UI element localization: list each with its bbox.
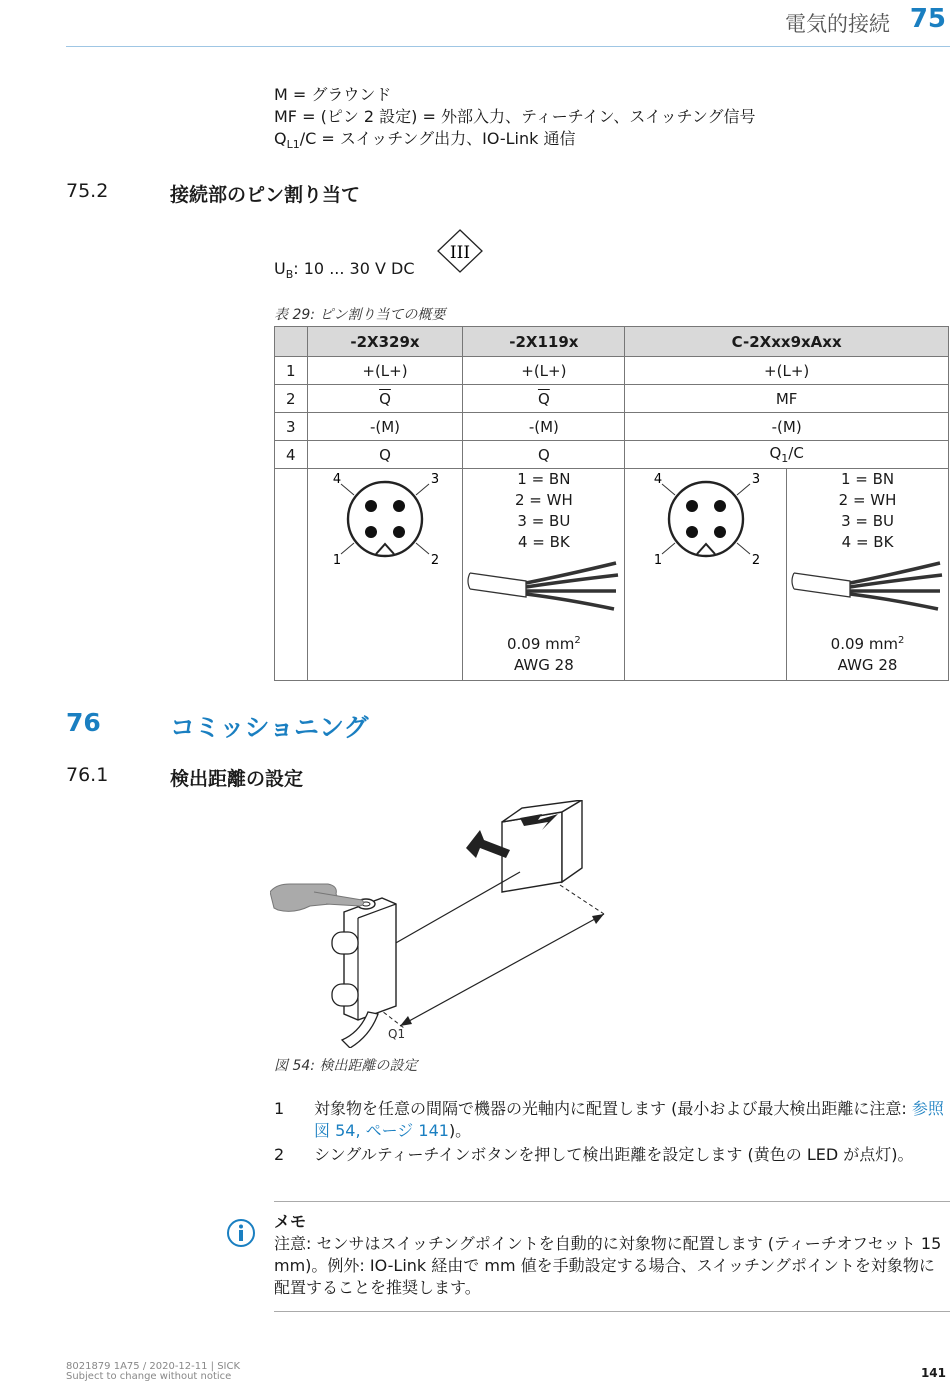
- wire-colors: 1 = BN 2 = WH 3 = BU 4 = BK: [838, 470, 897, 551]
- target-object: [502, 800, 582, 892]
- cable-spec: 0.09 $mm^2$ AWG 28: [830, 635, 905, 674]
- sensor-device: [332, 898, 396, 1048]
- page-number: 141: [920, 1366, 946, 1380]
- table-cell: $Q_1/C$: [625, 441, 949, 469]
- list-item: 2 シングルティーチインボタンを押して検出距離を設定します (黄色の LED が点灯)。: [274, 1145, 914, 1164]
- pin-number: 2: [275, 385, 308, 413]
- list-item: 1 対象物を任意の間隔で機器の光軸内に配置します (最小および最大検出距離に注意: 参照 図 54, ページ 141)。: [274, 1099, 944, 1140]
- footer-doc-info: 8021879 1A75 / 2020-12-11 | SICK Subject to change without notice: [66, 1361, 241, 1382]
- svg-text:3: 3: [430, 472, 440, 487]
- table-cell: MF: [625, 385, 949, 413]
- table-cell: -(M): [625, 413, 949, 441]
- heading-text: コミッショニング: [170, 713, 369, 742]
- cable-icon: [466, 561, 622, 613]
- pin-number: 3: [275, 413, 308, 441]
- table-row-images: [275, 469, 949, 681]
- step-number: 2: [274, 1145, 285, 1164]
- table-cell: [275, 469, 308, 681]
- cable-icon: [790, 561, 946, 613]
- table-cell: -(M): [463, 413, 625, 441]
- info-icon: [226, 1218, 256, 1248]
- svg-text:1: 1: [653, 553, 662, 568]
- table-row: [275, 441, 949, 469]
- svg-text:4: 4: [332, 472, 342, 487]
- chapter-number: 75: [909, 4, 946, 34]
- svg-text:4: 4: [653, 472, 662, 487]
- table-cell: $\overline{Q}$: [463, 385, 625, 413]
- legend-m: M = グラウンド: [274, 85, 392, 104]
- note-title: メモ: [274, 1212, 307, 1231]
- table-header-cell: -2X119x: [463, 327, 625, 357]
- heading-number: 75.2: [66, 180, 109, 202]
- teach-in-illustration: [270, 800, 620, 1048]
- svg-text:III: III: [449, 243, 471, 263]
- table-cell: +(L+): [307, 357, 463, 385]
- table-row: [275, 385, 949, 413]
- table-cell: -(M): [307, 413, 463, 441]
- heading-text: 接続部のピン割り当て: [170, 184, 361, 206]
- table-cell: $\overline{Q}$: [307, 385, 463, 413]
- wire-colors: 1 = BN 2 = WH 3 = BU 4 = BK: [514, 470, 573, 551]
- note-box: [274, 1211, 950, 1299]
- pin-number: 4: [275, 441, 308, 469]
- connector-cell: [307, 469, 463, 681]
- svg-text:2: 2: [430, 553, 440, 568]
- note-top-rule: [274, 1201, 950, 1202]
- table-cell: +(L+): [463, 357, 625, 385]
- cable-cell: [787, 469, 949, 681]
- step-list: [274, 1098, 950, 1168]
- svg-text:1: 1: [332, 553, 342, 568]
- table-cell: +(L+): [625, 357, 949, 385]
- connector-pinout-icon: [310, 471, 460, 571]
- header-rule: [66, 46, 950, 47]
- table-caption: 表 29: ピン割り当ての概要: [274, 307, 446, 323]
- legend-q: $Q_{L1}/C$ = スイッチング出力、IO-Link 通信: [274, 129, 576, 151]
- heading-number: 76.1: [66, 764, 109, 786]
- table-header-row: [275, 327, 949, 357]
- table-cell: Q: [307, 441, 463, 469]
- step-number: 1: [274, 1099, 285, 1118]
- svg-text:2: 2: [751, 553, 760, 568]
- cable-cell: [463, 469, 625, 681]
- q1-label: Q1: [388, 1027, 406, 1041]
- table-header-cell: -2X329x: [307, 327, 463, 357]
- heading-text: 検出距離の設定: [170, 768, 304, 790]
- heading-number: 76: [66, 708, 101, 737]
- svg-text:3: 3: [751, 472, 760, 487]
- cable-spec: 0.09 $mm^2$ AWG 28: [506, 635, 581, 674]
- supply-voltage: $U_B$: 10 ... 30 V DC: [274, 259, 415, 281]
- hand-icon: [270, 884, 364, 911]
- figure-caption: 図 54: 検出距離の設定: [274, 1058, 418, 1074]
- protection-class-icon: [436, 228, 484, 274]
- table-row: [275, 357, 949, 385]
- pin-assignment-table: [274, 326, 949, 681]
- table-header-cell: C-2Xxx9xAxx: [625, 327, 949, 357]
- signal-legend: [274, 84, 756, 156]
- section-title: 電気的接続: [785, 12, 890, 36]
- connector-pinout-icon: [631, 471, 781, 571]
- note-bottom-rule: [274, 1311, 950, 1312]
- figure-link[interactable]: 参照 図 54, ページ 141: [314, 1099, 944, 1140]
- connector-cell: [625, 469, 787, 681]
- note-text: 注意: センサはスイッチングポイントを自動的に対象物に配置します (ティーチオフセット 15 mm)。例外: IO-Link 経由で mm 値を手動設定する場合、スイッチングポイントを対象物に配置することを推奨します。: [274, 1234, 942, 1297]
- table-cell: Q: [463, 441, 625, 469]
- table-header-blank: [275, 327, 308, 357]
- legend-mf: MF = (ピン 2 設定) = 外部入力、ティーチイン、スイッチング信号: [274, 107, 756, 126]
- table-row: [275, 413, 949, 441]
- pin-number: 1: [275, 357, 308, 385]
